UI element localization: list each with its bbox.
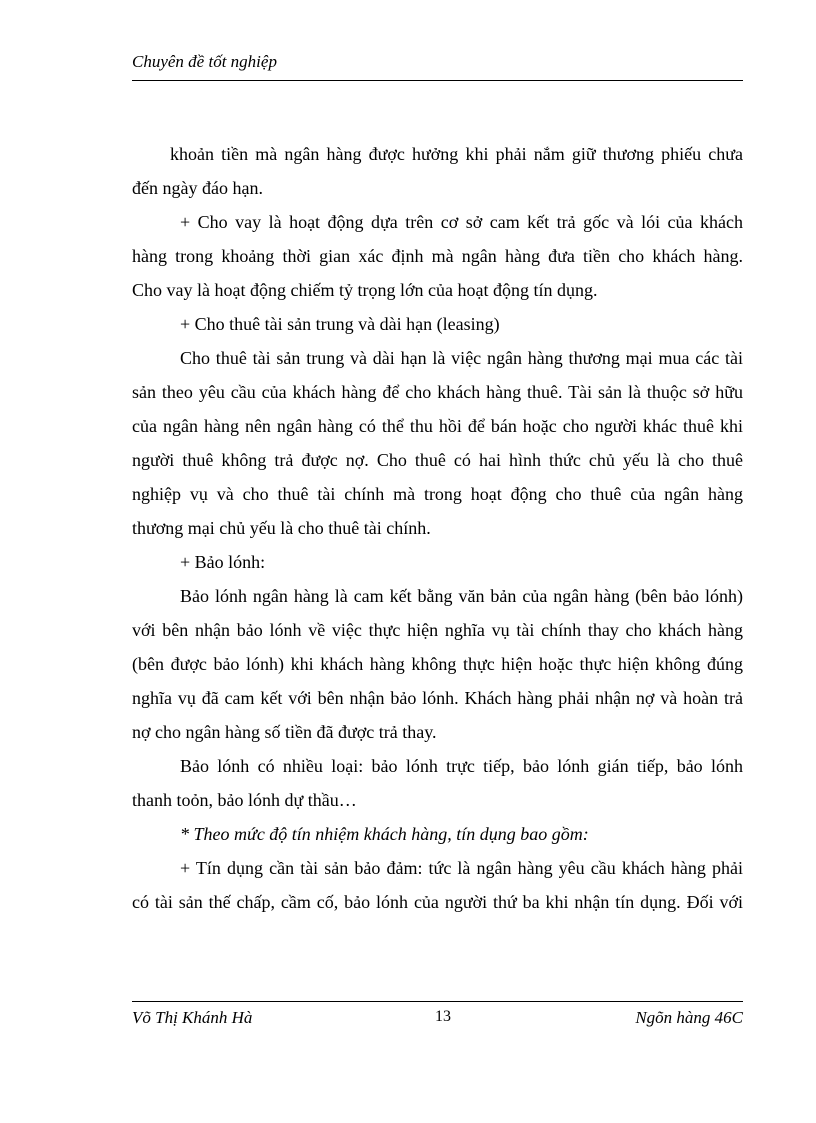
text-line: thương mại chủ yếu là cho thuê tài chính. (132, 518, 431, 538)
text-line: với bên nhận bảo lónh về việc thực hiện nghĩa vụ tài chính thay cho khách hàng (132, 620, 743, 640)
header-divider (132, 80, 743, 81)
text-line: của ngân hàng nên ngân hàng có thể thu hồi để bán hoặc cho người khác thuê khi (132, 416, 743, 436)
text-line: hàng trong khoảng thời gian xác định mà ngân hàng đưa tiền cho khách hàng. (132, 246, 743, 266)
text-line: nợ cho ngân hàng số tiền đã được trả thay. (132, 722, 437, 742)
text-line: thanh toỏn, bảo lónh dự thầu… (132, 790, 357, 810)
text-line: Bảo lónh ngân hàng là cam kết bằng văn bản của ngân hàng (bên bảo lónh) (180, 586, 743, 606)
footer-class: Ngõn hàng 46C (635, 1008, 743, 1027)
header-title: Chuyên đề tốt nghiệp (132, 52, 277, 71)
text-line: người thuê không trả được nợ. Cho thuê có hai hình thức chủ yếu là cho thuê (132, 450, 743, 470)
text-line: nghiệp vụ và cho thuê tài chính mà trong hoạt động cho thuê của ngân hàng (132, 484, 743, 504)
text-line: nghĩa vụ đã cam kết với bên nhận bảo lónh. Khách hàng phải nhận nợ và hoàn trả (132, 688, 743, 708)
text-line: + Cho thuê tài sản trung và dài hạn (leasing) (180, 314, 500, 334)
text-line: Cho vay là hoạt động chiếm tỷ trọng lớn của hoạt động tín dụng. (132, 280, 598, 300)
text-line: (bên được bảo lónh) khi khách hàng không thực hiện hoặc thực hiện không đúng (132, 654, 743, 674)
text-line: + Tín dụng cần tài sản bảo đảm: tức là ngân hàng yêu cầu khách hàng phải (180, 858, 743, 878)
text-line: khoản tiền mà ngân hàng được hưởng khi phải nắm giữ thương phiếu chưa (170, 144, 743, 164)
section-heading: * Theo mức độ tín nhiệm khách hàng, tín dụng bao gồm: (180, 824, 589, 844)
text-line: Cho thuê tài sản trung và dài hạn là việc ngân hàng thương mại mua các tài (180, 348, 743, 368)
text-line: đến ngày đáo hạn. (132, 178, 263, 198)
text-line: sản theo yêu cầu của khách hàng để cho khách hàng thuê. Tài sản là thuộc sở hữu (132, 382, 743, 402)
text-line: + Bảo lónh: (180, 552, 266, 572)
footer-divider (132, 1001, 743, 1002)
text-line: + Cho vay là hoạt động dựa trên cơ sở cam kết trả gốc và lói của khách (180, 212, 743, 232)
footer-author: Võ Thị Khánh Hà (132, 1008, 253, 1027)
page-number: 13 (435, 1008, 451, 1025)
text-line: Bảo lónh có nhiều loại: bảo lónh trực tiếp, bảo lónh gián tiếp, bảo lónh (180, 756, 743, 776)
text-line: có tài sản thế chấp, cầm cố, bảo lónh của người thứ ba khi nhận tín dụng. Đối với (132, 892, 743, 912)
